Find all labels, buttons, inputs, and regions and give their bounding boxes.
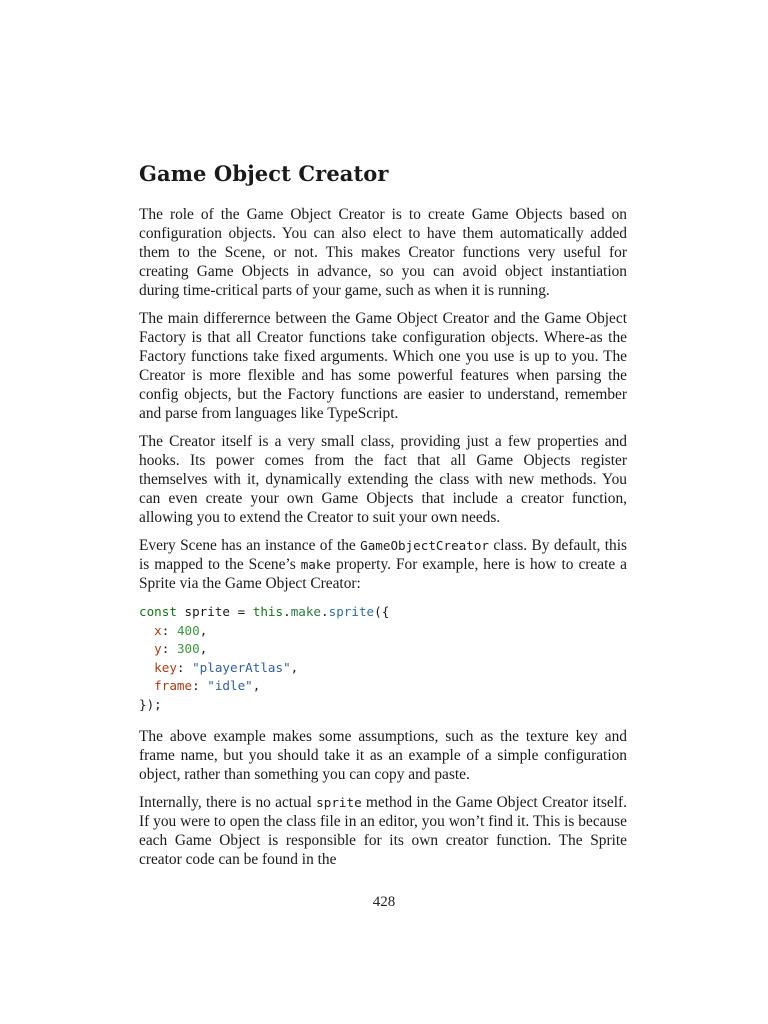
inline-code-sprite: sprite	[316, 794, 362, 810]
text: Internally, there is no actual	[139, 793, 317, 811]
code-property: make	[290, 604, 322, 619]
code-string: "playerAtlas"	[192, 659, 291, 675]
paragraph-example-note: The above example makes some assumptions, such as the texture key and frame name, but you should take it as an example of a simple configuration object, rather than something you can copy and paste.	[139, 727, 627, 783]
text: property. For example, here is how to create a Sprite via the Game Object Creator:	[139, 556, 627, 592]
code-text: ({	[374, 604, 390, 619]
text: class. By default, this is mapped to the Scene’s	[139, 537, 627, 573]
code-keyword: const	[139, 604, 177, 619]
paragraph-difference: The main differernce between the Game Object Creator and the Game Object Factory is that all Creator functions take configuration objects. Where-as the Factory functions take fixed arguments. Which one you use is up to you. The Creator is more flexible and has some powerful features when parsing the config objects, but the Factory functions are easier to understand, remember and parse from languages like TypeScript.	[139, 310, 627, 422]
text: method in the Game Object Creator itself. If you were to open the class file in an editor, you won’t find it. This is because each Game Object is responsible for its own creator function. The Sprite creator code can be found in the	[139, 793, 627, 868]
code-key: x	[154, 622, 162, 638]
inline-code-gameobjectcreator: GameObjectCreator	[360, 538, 490, 553]
code-function: sprite	[328, 604, 375, 619]
code-text: sprite =	[176, 604, 253, 619]
document-page	[139, 160, 627, 878]
code-block: const sprite = this.make.sprite({ x: 400, y: 300, key: "playerAtlas", frame: "idle", });	[139, 604, 390, 712]
code-keyword: this	[252, 604, 284, 619]
code-key: y	[154, 641, 162, 657]
inline-code-make: make	[300, 557, 332, 572]
paragraph-creator-class: The Creator itself is a very small class, providing just a few properties and hooks. Its power comes from the fact that all Game Objects register themselves with it, dynamically extending the class with new methods. You can even create your own Game Objects that include a creator function, allowing you to extend the Creator to suit your own needs.	[139, 433, 627, 526]
code-string: "idle"	[207, 678, 253, 694]
paragraph-scene-instance	[139, 536, 627, 593]
code-number: 400	[176, 622, 200, 638]
paragraph-internally	[139, 793, 627, 869]
section-title: Game Object Creator	[139, 161, 389, 186]
code-key: frame	[154, 678, 193, 694]
code-key: key	[154, 659, 177, 675]
text: Every Scene has an instance of the	[139, 537, 361, 554]
code-text: });	[139, 696, 162, 712]
code-text: .	[283, 604, 291, 619]
code-number: 300	[176, 641, 200, 657]
paragraph-intro: The role of the Game Object Creator is to create Game Objects based on configuration objects. You can also elect to have them automatically added them to the Scene, or not. This makes Creator functions very useful for creating Game Objects in advance, so you can avoid object instantiation during time-critical parts of your game, such as when it is running.	[139, 206, 627, 299]
page-number: 428	[372, 894, 396, 910]
code-text: .	[321, 604, 329, 619]
